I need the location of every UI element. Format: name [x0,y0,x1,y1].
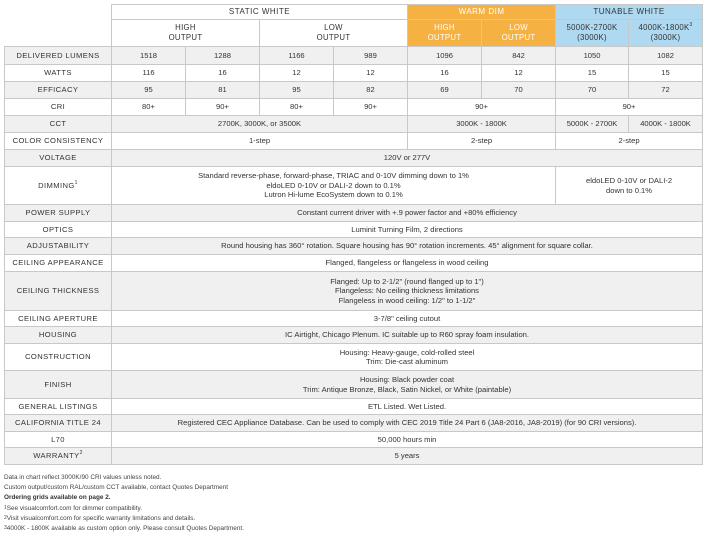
table-cell: 2700K, 3000K, or 3500K [112,116,408,133]
table-cell [112,344,703,371]
row-label: CRI [5,99,112,116]
table-cell [112,272,703,311]
footnote-1-marker: 1 [74,179,78,186]
footnote-1 [4,504,702,514]
table-cell: 120V or 277V [112,150,703,167]
row-label: FINISH [5,371,112,399]
table-cell [112,167,556,205]
row-finish [5,371,703,399]
tunable-4000k-nominal: (3000K) [650,33,681,42]
row-label: HOUSING [5,327,112,344]
table-cell: 1518 [112,47,186,65]
table-cell [112,371,703,399]
table-cell: 1082 [629,47,703,65]
table-cell: 80+ [260,99,334,116]
warranty-label: WARRANTY [33,451,80,461]
footnotes [4,473,702,534]
table-cell [556,167,703,205]
row-label: CCT [5,116,112,133]
table-cell: 5000K - 2700K [556,116,629,133]
row-label [5,167,112,205]
tunable-4000k-header [629,20,703,47]
note-data-reflect: Data in chart reflect 3000K/90 CRI values unless noted. [4,474,162,481]
row-delivered-lumens [5,47,703,65]
row-power-supply [5,205,703,222]
table-cell: 842 [482,47,556,65]
dimming-line: eldoLED 0-10V or DALI-2 down to 0.1% [266,180,401,190]
static-high-output-header: HIGH OUTPUT [112,20,260,47]
table-cell: 80+ [112,99,186,116]
table-cell: 90+ [186,99,260,116]
construction-line: Trim: Die-cast aluminum [366,357,449,366]
table-cell: 16 [408,65,482,82]
row-label: DELIVERED LUMENS [5,47,112,65]
dimming-tunable-line: eldoLED 0-10V or DALI-2 [585,176,673,186]
note-ordering-grids: Ordering grids available on page 2. [4,494,111,502]
thickness-line: Flanged: Up to 2-1/2" (round flanged up to 1") [330,276,484,286]
table-cell: 95 [260,82,334,99]
row-construction [5,344,703,371]
footnote-3-mark: 3 [4,525,7,532]
table-cell: Flanged, flangeless or flangeless in wood ceiling [112,255,703,272]
row-cri [5,99,703,116]
footnote-1-mark: 1 [4,504,7,511]
row-housing [5,327,703,344]
table-cell: 15 [629,65,703,82]
table-cell: 90+ [334,99,408,116]
dimming-line: Lutron Hi-lume EcoSystem down to 0.1% [264,190,403,200]
table-cell: 2-step [408,133,556,150]
row-efficacy [5,82,703,99]
row-label: CEILING APERTURE [5,311,112,327]
row-label: EFFICACY [5,82,112,99]
footnote-2-mark: 2 [4,514,7,521]
header-corner [5,5,112,47]
row-color-consistency [5,133,703,150]
table-cell: 3000K - 1800K [408,116,556,133]
row-ceiling-aperture [5,311,703,327]
row-adjustability [5,238,703,255]
row-watts [5,65,703,82]
row-general-listings [5,399,703,415]
note-custom-output: Custom output/custom RAL/custom CCT available, contact Quotes Department [4,484,229,492]
spec-table [4,4,703,465]
table-cell: 81 [186,82,260,99]
thickness-line: Flangeless in wood ceiling: 1/2" to 1-1/2" [338,295,476,305]
row-label: COLOR CONSISTENCY [5,133,112,150]
table-cell: 95 [112,82,186,99]
row-label: VOLTAGE [5,150,112,167]
table-cell: 12 [482,65,556,82]
footnote-3-marker: 3 [689,22,693,29]
row-label: WATTS [5,65,112,82]
warm-dim-header: WARM DIM [408,5,556,20]
table-cell: 90+ [556,99,703,116]
table-cell: IC Airtight, Chicago Plenum. IC suitable up to R60 spray foam insulation. [112,327,703,344]
row-ceiling-thickness [5,272,703,311]
footnote-3 [4,524,702,534]
row-label: L70 [5,432,112,448]
table-cell: 70 [556,82,629,99]
construction-line: Housing: Heavy-gauge, cold-rolled steel [339,347,475,357]
row-label: POWER SUPPLY [5,205,112,222]
table-cell: ETL Listed. Wet Listed. [112,399,703,415]
finish-line: Housing: Black powder coat [359,375,455,385]
section-header-row [5,5,703,20]
table-cell: 12 [260,65,334,82]
row-warranty [5,448,703,465]
row-label [5,448,112,465]
row-cct [5,116,703,133]
table-cell: 12 [334,65,408,82]
table-cell: 4000K - 1800K [629,116,703,133]
table-cell: 116 [112,65,186,82]
dimming-tunable-line: down to 0.1% [606,185,653,195]
row-label: OPTICS [5,222,112,238]
table-cell: 1288 [186,47,260,65]
warm-high-output-header: HIGH OUTPUT [408,20,482,47]
table-cell: 69 [408,82,482,99]
row-ceiling-appearance [5,255,703,272]
table-cell: Constant current driver with +.9 power factor and +80% efficiency [112,205,703,222]
row-label: CEILING THICKNESS [5,272,112,311]
row-label: CONSTRUCTION [5,344,112,371]
row-label: CEILING APPEARANCE [5,255,112,272]
table-cell: Luminit Turning Film, 2 directions [112,222,703,238]
table-cell: 989 [334,47,408,65]
finish-line: Trim: Antique Bronze, Black, Satin Nickel, or White (paintable) [302,384,512,394]
tunable-5000k-header: 5000K-2700K (3000K) [556,20,629,47]
row-voltage [5,150,703,167]
table-cell: Round housing has 360° rotation. Square housing has 90° rotation increments. 45° alignment for square collar. [112,238,703,255]
footnote-1-text: See visualcomfort.com for dimmer compatibility. [6,504,142,512]
footnote-2-marker: 2 [79,450,83,457]
table-cell: 70 [482,82,556,99]
footnote-3-text: 4000K - 1800K available as custom option only. Please consult Quotes Department. [6,525,244,533]
table-cell: 3-7/8" ceiling cutout [112,311,703,327]
row-dimming [5,167,703,205]
row-optics [5,222,703,238]
footnote-2-text: Visit visualcomfort.com for specific warranty limitations and details. [6,514,196,522]
table-cell: 15 [556,65,629,82]
static-white-header: STATIC WHITE [112,5,408,20]
table-cell: Registered CEC Appliance Database. Can be used to comply with CEC 2019 Title 24 Part 6 (JA8-2016, JA8-2019) (for 90 CRI versions). [112,415,703,432]
table-cell: 1050 [556,47,629,65]
table-cell: 72 [629,82,703,99]
thickness-line: Flangeless: No ceiling thickness limitations [335,286,479,296]
row-california-title-24 [5,415,703,432]
tunable-4000k-range: 4000K-1800K [638,23,690,33]
row-label: CALIFORNIA TITLE 24 [5,415,112,432]
table-cell: 90+ [408,99,556,116]
row-label: ADJUSTABILITY [5,238,112,255]
table-cell: 2-step [556,133,703,150]
dimming-label: DIMMING [38,180,75,190]
tunable-white-header: TUNABLE WHITE [556,5,703,20]
table-cell: 16 [186,65,260,82]
table-cell: 1096 [408,47,482,65]
table-cell: 50,000 hours min [112,432,703,448]
table-cell: 1-step [112,133,408,150]
table-cell: 5 years [112,448,703,465]
dimming-line: Standard reverse-phase, forward-phase, TRIAC and 0-10V dimming down to 1% [198,171,469,181]
table-cell: 82 [334,82,408,99]
table-cell: 1166 [260,47,334,65]
row-l70 [5,432,703,448]
warm-low-output-header: LOW OUTPUT [482,20,556,47]
row-label: GENERAL LISTINGS [5,399,112,415]
static-low-output-header: LOW OUTPUT [260,20,408,47]
footnote-2 [4,514,702,524]
